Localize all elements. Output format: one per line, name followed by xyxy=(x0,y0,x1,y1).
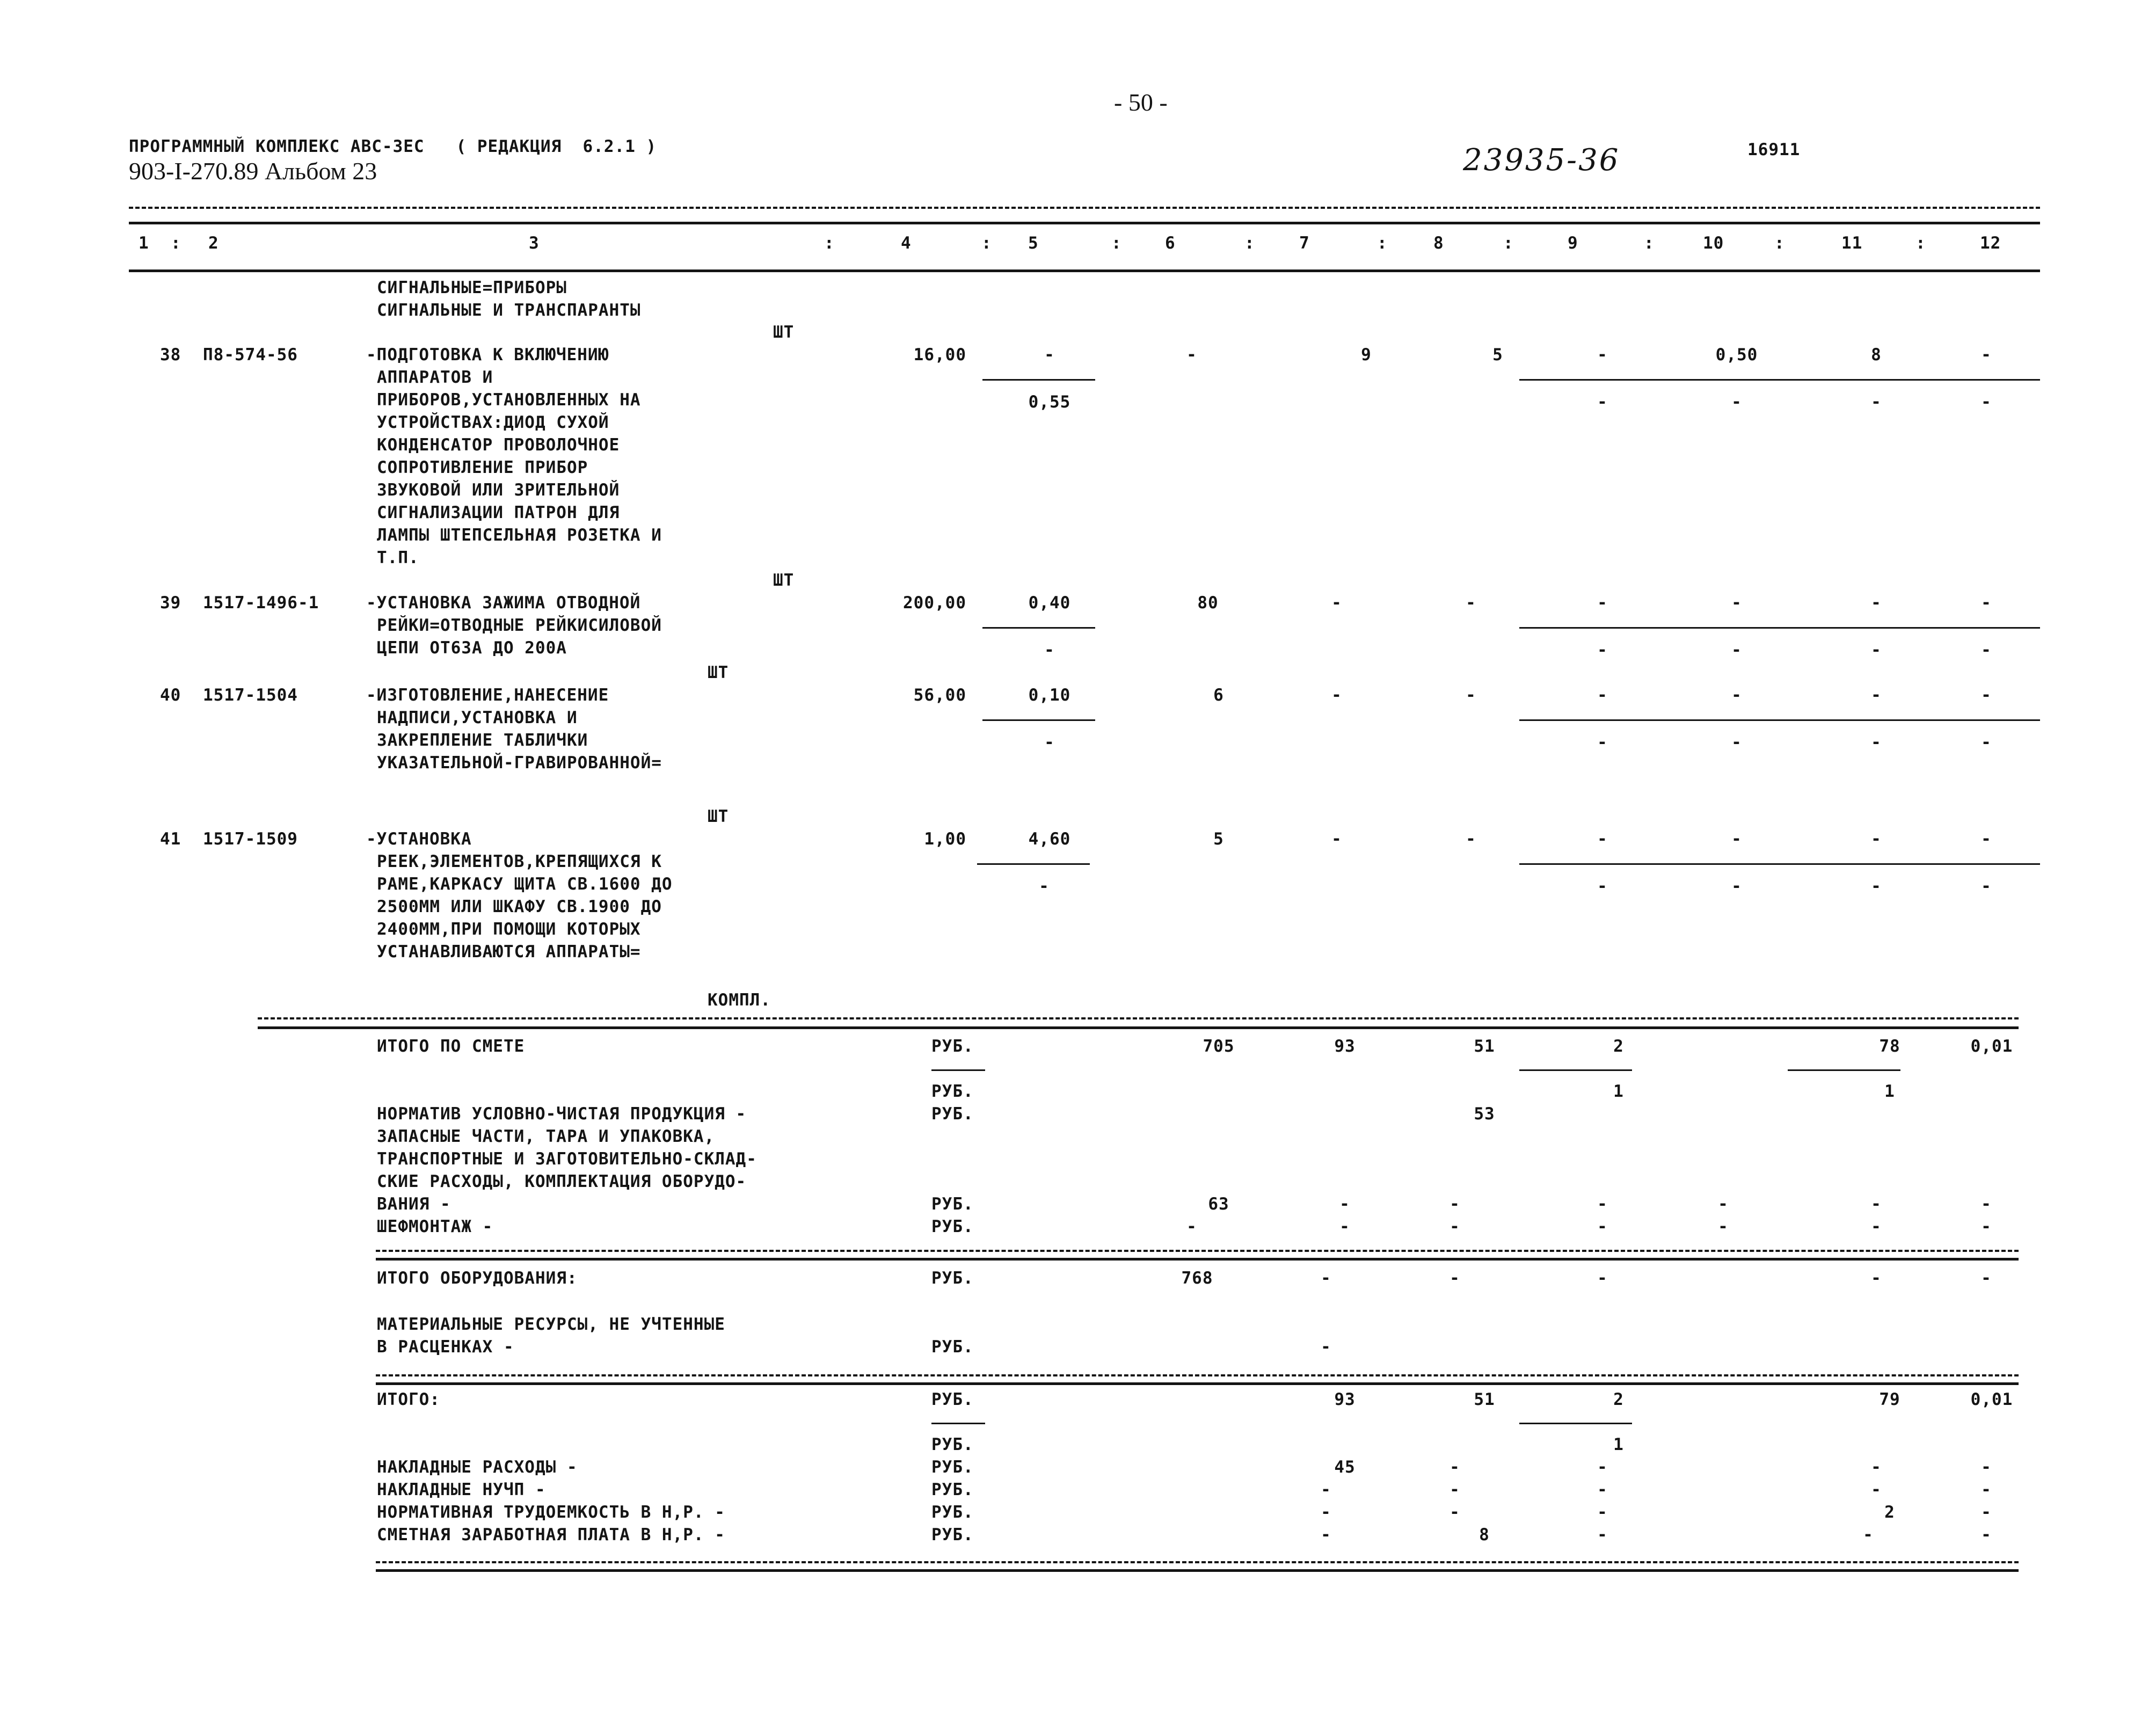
cell-col6: 80 xyxy=(1197,593,1219,613)
cell-col11: - xyxy=(1871,1269,1882,1288)
cell-col8: - xyxy=(1466,593,1476,613)
cell-col11-sub: - xyxy=(1871,392,1882,412)
item-number: 39 xyxy=(160,593,181,613)
cell-col5-sub: 0,55 xyxy=(1028,392,1071,412)
fraction-rule xyxy=(982,627,1095,629)
summary-dotted-rule xyxy=(258,1017,2019,1019)
section-title-line-2: СИГНАЛЬНЫЕ И ТРАНСПАРАНТЫ xyxy=(377,301,641,320)
cell-col9: - xyxy=(1597,593,1608,613)
col-header-12: 12 xyxy=(1980,234,2001,253)
cell-col8: - xyxy=(1450,1269,1460,1288)
cell-col12: - xyxy=(1981,1525,1992,1545)
cell-col8: - xyxy=(1450,1480,1460,1499)
cell-col7: - xyxy=(1339,1194,1350,1214)
cell-col8: 51 xyxy=(1474,1037,1495,1056)
cell-col12-sub: - xyxy=(1981,392,1992,412)
summary-dotted-rule-3 xyxy=(376,1374,2019,1376)
cell-col5: 0,10 xyxy=(1028,686,1071,705)
cell-col12: - xyxy=(1981,593,1992,613)
fraction-rule xyxy=(931,1423,985,1424)
cell-col8: - xyxy=(1450,1217,1460,1236)
cell-col10: - xyxy=(1718,1217,1729,1236)
cell-col11-sub: - xyxy=(1871,877,1882,896)
cell-col8: 8 xyxy=(1479,1525,1490,1545)
item-number: 40 xyxy=(160,686,181,705)
cell-col8: - xyxy=(1450,1458,1460,1477)
fraction-rule xyxy=(982,719,1095,721)
cell-col6: 6 xyxy=(1213,686,1224,705)
item-desc-line: УКАЗАТЕЛЬНОЙ-ГРАВИРОВАННОЙ= xyxy=(377,753,662,773)
cell-col8: 51 xyxy=(1474,1390,1495,1409)
fraction-rule xyxy=(931,1069,985,1071)
cell-col9-sub: - xyxy=(1597,877,1608,896)
item-desc-line: РЕЕК,ЭЛЕМЕНТОВ,КРЕПЯЩИХСЯ К xyxy=(377,852,662,871)
cell-col5: - xyxy=(1044,345,1055,365)
cell-col10-sub: - xyxy=(1731,640,1742,660)
cell-col9: - xyxy=(1597,345,1608,365)
cell-col11: - xyxy=(1871,829,1882,849)
item-code: 1517-1504 xyxy=(203,686,298,705)
summary-label: НАКЛАДНЫЕ НУЧП - xyxy=(377,1480,546,1499)
item-desc-line: РЕЙКИ=ОТВОДНЫЕ РЕЙКИСИЛОВОЙ xyxy=(377,616,662,635)
cell-col5-sub: - xyxy=(1039,877,1050,896)
komplekt-label: КОМПЛ. xyxy=(708,990,771,1010)
summary-label-line: ТРАНСПОРТНЫЕ И ЗАГОТОВИТЕЛЬНО-СКЛАД- xyxy=(377,1149,757,1169)
fraction-rule xyxy=(1519,627,2040,629)
program-title: ПРОГРАММНЫЙ КОМПЛЕКС АВС-3ЕС ( РЕДАКЦИЯ 6.2.1 ) xyxy=(129,137,657,156)
cell-col9: - xyxy=(1597,829,1608,849)
cell-col9: - xyxy=(1597,1480,1608,1499)
summary-unit: РУБ. xyxy=(931,1104,974,1124)
fraction-rule xyxy=(977,863,1090,865)
cell-col4: 1,00 xyxy=(924,829,966,849)
cell-col7: - xyxy=(1321,1503,1331,1522)
fraction-rule xyxy=(1519,1423,1632,1424)
cell-col11: 8 xyxy=(1871,345,1882,365)
item-desc-line: -УСТАНОВКА xyxy=(366,829,472,849)
cell-col11: - xyxy=(1871,1217,1882,1236)
cell-col9-sub: - xyxy=(1597,733,1608,752)
item-desc-line: 2500ММ ИЛИ ШКАФУ СВ.1900 ДО xyxy=(377,897,662,916)
item-desc-line: ПРИБОРОВ,УСТАНОВЛЕННЫХ НА xyxy=(377,390,641,410)
cell-col9: - xyxy=(1597,1194,1608,1214)
summary-unit: РУБ. xyxy=(931,1525,974,1545)
cell-col8: 5 xyxy=(1492,345,1503,365)
cell-col10-sub: - xyxy=(1731,392,1742,412)
summary-top-rule xyxy=(258,1026,2019,1029)
summary-dotted-rule-2 xyxy=(376,1250,2019,1252)
col-header-2: 2 xyxy=(208,234,219,253)
fraction-rule xyxy=(1519,1069,1632,1071)
cell-col5-sub: - xyxy=(1044,733,1055,752)
cell-col5-sub: - xyxy=(1044,640,1055,660)
fraction-rule xyxy=(1788,1069,1900,1071)
col-header-1: 1 xyxy=(139,234,149,253)
cell-col11: - xyxy=(1871,1458,1882,1477)
item-desc-line: Т.П. xyxy=(377,548,419,567)
cell-col12-sub: - xyxy=(1981,640,1992,660)
item-unit: ШТ xyxy=(773,571,795,590)
cell-col7: 93 xyxy=(1334,1390,1356,1409)
item-code: 1517-1509 xyxy=(203,829,298,849)
cell-col7: 45 xyxy=(1334,1458,1356,1477)
header-dotted-rule xyxy=(129,207,2040,209)
summary-bottom-rule xyxy=(376,1569,2019,1572)
cell-col12: - xyxy=(1981,1458,1992,1477)
col-header-11: 11 xyxy=(1841,234,1863,253)
cell-col9: 2 xyxy=(1613,1390,1624,1409)
summary-unit: РУБ. xyxy=(931,1503,974,1522)
cell-col7: - xyxy=(1321,1337,1331,1357)
cell-col10: - xyxy=(1731,829,1742,849)
cell-col7: - xyxy=(1321,1269,1331,1288)
summary-unit: РУБ. xyxy=(931,1337,974,1357)
cell-col12-sub: - xyxy=(1981,733,1992,752)
cell-col9: - xyxy=(1597,1217,1608,1236)
item-desc-line: КОНДЕНСАТОР ПРОВОЛОЧНОЕ xyxy=(377,435,620,455)
doc-number: 23935-36 xyxy=(1463,143,1620,178)
summary-unit: РУБ. xyxy=(931,1390,974,1409)
cell-col8: - xyxy=(1466,686,1476,705)
cell-col11-sub: - xyxy=(1871,733,1882,752)
cell-col9-sub: 1 xyxy=(1613,1082,1624,1101)
album-title: 903-I-270.89 Альбом 23 xyxy=(129,157,377,185)
cell-col11: - xyxy=(1871,1480,1882,1499)
cell-col9-sub: - xyxy=(1597,392,1608,412)
cell-col12: - xyxy=(1981,1217,1992,1236)
summary-label-line: В РАСЦЕНКАХ - xyxy=(377,1337,514,1357)
col-header-4: 4 xyxy=(901,234,912,253)
cell-col10: 0,50 xyxy=(1715,345,1758,365)
col-header-8: 8 xyxy=(1433,234,1444,253)
summary-unit: РУБ. xyxy=(931,1194,974,1214)
cell-col8: - xyxy=(1450,1194,1460,1214)
item-code: 1517-1496-1 xyxy=(203,593,319,613)
summary-unit: РУБ. xyxy=(931,1458,974,1477)
summary-label: СМЕТНАЯ ЗАРАБОТНАЯ ПЛАТА В Н,Р. - xyxy=(377,1525,725,1545)
cell-col7: - xyxy=(1339,1217,1350,1236)
cell-col10-sub: - xyxy=(1731,733,1742,752)
summary-label: ИТОГО ОБОРУДОВАНИЯ: xyxy=(377,1269,578,1288)
page-number: - 50 - xyxy=(1114,89,1168,116)
cell-col12: - xyxy=(1981,686,1992,705)
col-header-5: 5 xyxy=(1028,234,1039,253)
cell-col10: - xyxy=(1718,1194,1729,1214)
cell-col11-sub: - xyxy=(1871,640,1882,660)
summary-unit: РУБ. xyxy=(931,1082,974,1101)
summary-label: НАКЛАДНЫЕ РАСХОДЫ - xyxy=(377,1458,578,1477)
item-desc-line: ЛАМПЫ ШТЕПСЕЛЬНАЯ РОЗЕТКА И xyxy=(377,526,662,545)
item-desc-line: -УСТАНОВКА ЗАЖИМА ОТВОДНОЙ xyxy=(366,593,641,613)
summary-unit: РУБ. xyxy=(931,1269,974,1288)
item-unit: ШТ xyxy=(708,663,729,682)
cell-col10: - xyxy=(1731,686,1742,705)
header-bottom-rule xyxy=(129,269,2040,272)
fraction-rule xyxy=(1519,719,2040,721)
item-desc-line: ЦЕПИ ОТ63А ДО 200А xyxy=(377,638,567,658)
cell-col5: 4,60 xyxy=(1028,829,1071,849)
summary-label: ИТОГО ПО СМЕТЕ xyxy=(377,1037,525,1056)
cell-col6: 768 xyxy=(1181,1269,1213,1288)
item-code: П8-574-56 xyxy=(203,345,298,365)
header-top-rule xyxy=(129,222,2040,224)
summary-unit: РУБ. xyxy=(931,1435,974,1454)
item-number: 41 xyxy=(160,829,181,849)
cell-col11: 79 xyxy=(1879,1390,1900,1409)
cell-col4: 56,00 xyxy=(913,686,966,705)
summary-label-line: МАТЕРИАЛЬНЫЕ РЕСУРСЫ, НЕ УЧТЕННЫЕ xyxy=(377,1315,725,1334)
cell-col10-sub: - xyxy=(1731,877,1742,896)
col-header-9: 9 xyxy=(1568,234,1578,253)
cell-col12: - xyxy=(1981,1480,1992,1499)
cell-col9: - xyxy=(1597,1458,1608,1477)
item-desc-line: НАДПИСИ,УСТАНОВКА И xyxy=(377,708,578,727)
col-header-10: 10 xyxy=(1703,234,1724,253)
cell-col12: 0,01 xyxy=(1970,1037,2013,1056)
cell-col6: 705 xyxy=(1203,1037,1235,1056)
summary-label: ИТОГО: xyxy=(377,1390,440,1409)
fraction-rule xyxy=(1519,863,2040,865)
cell-col7: - xyxy=(1331,593,1342,613)
cell-col4: 200,00 xyxy=(903,593,966,613)
summary-label-line: ЗАПАСНЫЕ ЧАСТИ, ТАРА И УПАКОВКА, xyxy=(377,1127,715,1146)
cell-col9: - xyxy=(1597,1269,1608,1288)
cell-col7: - xyxy=(1331,686,1342,705)
cell-col5: 0,40 xyxy=(1028,593,1071,613)
cell-col7: 9 xyxy=(1361,345,1372,365)
item-desc-line: ЗВУКОВОЙ ИЛИ ЗРИТЕЛЬНОЙ xyxy=(377,480,620,500)
cell-col6: 5 xyxy=(1213,829,1224,849)
fraction-rule xyxy=(1519,379,2040,381)
section-title-line-1: СИГНАЛЬНЫЕ=ПРИБОРЫ xyxy=(377,278,567,297)
item-unit: ШТ xyxy=(773,323,795,342)
cell-col11: - xyxy=(1871,686,1882,705)
summary-unit: РУБ. xyxy=(931,1037,974,1056)
cell-col9: 2 xyxy=(1613,1037,1624,1056)
cell-col11: - xyxy=(1863,1525,1874,1545)
cell-col9: - xyxy=(1597,1525,1608,1545)
cell-col11: 2 xyxy=(1884,1503,1895,1522)
cell-col4: 16,00 xyxy=(913,345,966,365)
col-header-7: 7 xyxy=(1299,234,1310,253)
cell-col9-sub: 1 xyxy=(1613,1435,1624,1454)
cell-col12: - xyxy=(1981,345,1992,365)
cell-col9-sub: - xyxy=(1597,640,1608,660)
cell-col11: - xyxy=(1871,1194,1882,1214)
summary-rule-2 xyxy=(376,1258,2019,1261)
summary-label: ШЕФМОНТАЖ - xyxy=(377,1217,493,1236)
summary-label-line: НОРМАТИВ УСЛОВНО-ЧИСТАЯ ПРОДУКЦИЯ - xyxy=(377,1104,747,1124)
summary-unit: РУБ. xyxy=(931,1217,974,1236)
item-desc-line: -ИЗГОТОВЛЕНИЕ,НАНЕСЕНИЕ xyxy=(366,686,609,705)
item-desc-line: АППАРАТОВ И xyxy=(377,368,493,387)
doc-code: 16911 xyxy=(1747,140,1801,159)
cell-col8: 53 xyxy=(1474,1104,1495,1124)
summary-unit: РУБ. xyxy=(931,1480,974,1499)
cell-col12: - xyxy=(1981,1503,1992,1522)
cell-col12: - xyxy=(1981,829,1992,849)
cell-col8: - xyxy=(1466,829,1476,849)
item-desc-line: ЗАКРЕПЛЕНИЕ ТАБЛИЧКИ xyxy=(377,731,588,750)
item-desc-line: РАМЕ,КАРКАСУ ЩИТА СВ.1600 ДО xyxy=(377,875,673,894)
cell-col12-sub: - xyxy=(1981,877,1992,896)
cell-col6: - xyxy=(1186,345,1197,365)
cell-col12: - xyxy=(1981,1194,1992,1214)
item-desc-line: СИГНАЛИЗАЦИИ ПАТРОН ДЛЯ xyxy=(377,503,620,522)
cell-col11-sub: 1 xyxy=(1884,1082,1895,1101)
fraction-rule xyxy=(982,379,1095,381)
summary-dotted-rule-4 xyxy=(376,1561,2019,1563)
cell-col9: - xyxy=(1597,686,1608,705)
cell-col7: - xyxy=(1321,1480,1331,1499)
item-desc-line: УСТРОЙСТВАХ:ДИОД СУХОЙ xyxy=(377,413,609,432)
cell-col6: - xyxy=(1186,1217,1197,1236)
summary-rule-3 xyxy=(376,1382,2019,1385)
item-desc-line: СОПРОТИВЛЕНИЕ ПРИБОР xyxy=(377,458,588,477)
cell-col11: 78 xyxy=(1879,1037,1900,1056)
cell-col9: - xyxy=(1597,1503,1608,1522)
item-desc-line: УСТАНАВЛИВАЮТСЯ АППАРАТЫ= xyxy=(377,942,641,961)
item-number: 38 xyxy=(160,345,181,365)
summary-label: НОРМАТИВНАЯ ТРУДОЕМКОСТЬ В Н,Р. - xyxy=(377,1503,725,1522)
cell-col10: - xyxy=(1731,593,1742,613)
col-header-6: 6 xyxy=(1165,234,1176,253)
summary-label-line: СКИЕ РАСХОДЫ, КОМПЛЕКТАЦИЯ ОБОРУДО- xyxy=(377,1172,747,1191)
cell-col8: - xyxy=(1450,1503,1460,1522)
col-header-3: 3 xyxy=(529,234,540,253)
cell-col7: 93 xyxy=(1334,1037,1356,1056)
item-desc-line: -ПОДГОТОВКА К ВКЛЮЧЕНИЮ xyxy=(366,345,609,365)
cell-col6: 63 xyxy=(1208,1194,1229,1214)
cell-col7: - xyxy=(1331,829,1342,849)
item-desc-line: 2400ММ,ПРИ ПОМОЩИ КОТОРЫХ xyxy=(377,920,641,939)
cell-col7: - xyxy=(1321,1525,1331,1545)
cell-col11: - xyxy=(1871,593,1882,613)
cell-col12: 0,01 xyxy=(1970,1390,2013,1409)
summary-label-line: ВАНИЯ - xyxy=(377,1194,451,1214)
cell-col12: - xyxy=(1981,1269,1992,1288)
item-unit: ШТ xyxy=(708,807,729,826)
